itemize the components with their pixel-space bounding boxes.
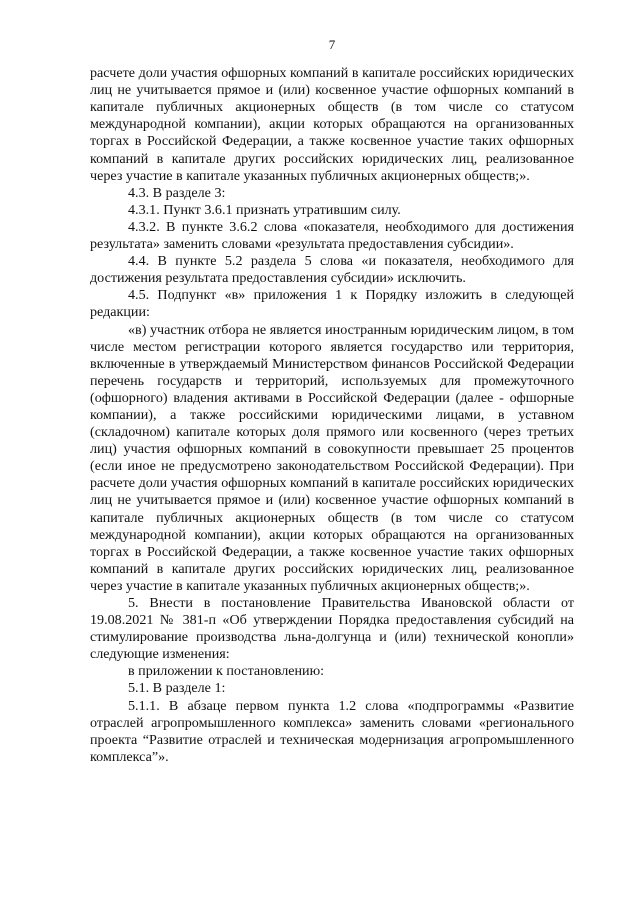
paragraph: «в) участник отбора не является иностранным юридическим лицом, в том числе местом регистрации которого является государство или территория, включенные в утверждаемый Министерством финансов Российской Федерации перечень государств и территорий, используемых для промежуточного (офшорного) владения активами в Российской Федерации (далее - офшорные компании), а также российскими юридическими лицами, в уставном (складочном) капитале которых доля прямого или косвенного (через третьих лиц) участия офшорных компаний в совокупности превышает 25 процентов (если иное не предусмотрено законодательством Российской Федерации). При расчете доли участия офшорных компаний в капитале российских юридических лиц не учитывается прямое и (или) косвенное участие офшорных компаний в капитале публичных акционерных обществ (в том числе со статусом международной компании), акции которых обращаются на организованных торгах в Российской Федерации, а также косвенное участие таких офшорных компаний в капитале других российских юридических лиц, реализованное через участие в капитале указанных публичных акционерных обществ;». bbox=[90, 321, 574, 594]
page-number: 7 bbox=[328, 37, 336, 52]
paragraph: 4.4. В пункте 5.2 раздела 5 слова «и показателя, необходимого для достижения результата предоставления субсидии» исключить. bbox=[90, 253, 574, 287]
paragraph: 5.1. В разделе 1: bbox=[128, 680, 226, 697]
paragraph: расчете доли участия офшорных компаний в капитале российских юридических лиц не учитывается прямое и (или) косвенное участие офшорных компаний в капитале публичных акционерных обществ (в том числе со статусом международной компании), акции которых обращаются на организованных торгах в Российской Федерации, а также косвенное участие таких офшорных компаний в капитале других российских юридических лиц, реализованное через участие в капитале указанных публичных акционерных обществ;». bbox=[90, 65, 574, 184]
paragraph: в приложении к постановлению: bbox=[128, 663, 325, 680]
paragraph: 4.3.2. В пункте 3.6.2 слова «показателя, необходимого для достижения результата» заменить словами «результата предоставления субсидии». bbox=[90, 218, 574, 253]
paragraph: 5.1.1. В абзаце первом пункта 1.2 слова «подпрограммы «Развитие отраслей агропромышленного комплекса» заменить словами «регионального проекта “Развитие отраслей и техническая модернизация агропромышленного комплекса”». bbox=[90, 697, 574, 765]
paragraph: 5. Внести в постановление Правительства Ивановской области от 19.08.2021 № 381-п «Об утверждении Порядка предоставления субсидий на стимулирование производства льна-долгунца и (или) технической конопли» следующие изменения: bbox=[90, 595, 574, 663]
document-page bbox=[90, 36, 574, 766]
paragraph: 4.3. В разделе 3: bbox=[128, 184, 226, 201]
paragraph: 4.3.1. Пункт 3.6.1 признать утратившим силу. bbox=[128, 201, 401, 218]
paragraph: 4.5. Подпункт «в» приложения 1 к Порядку изложить в следующей редакции: bbox=[90, 287, 574, 321]
